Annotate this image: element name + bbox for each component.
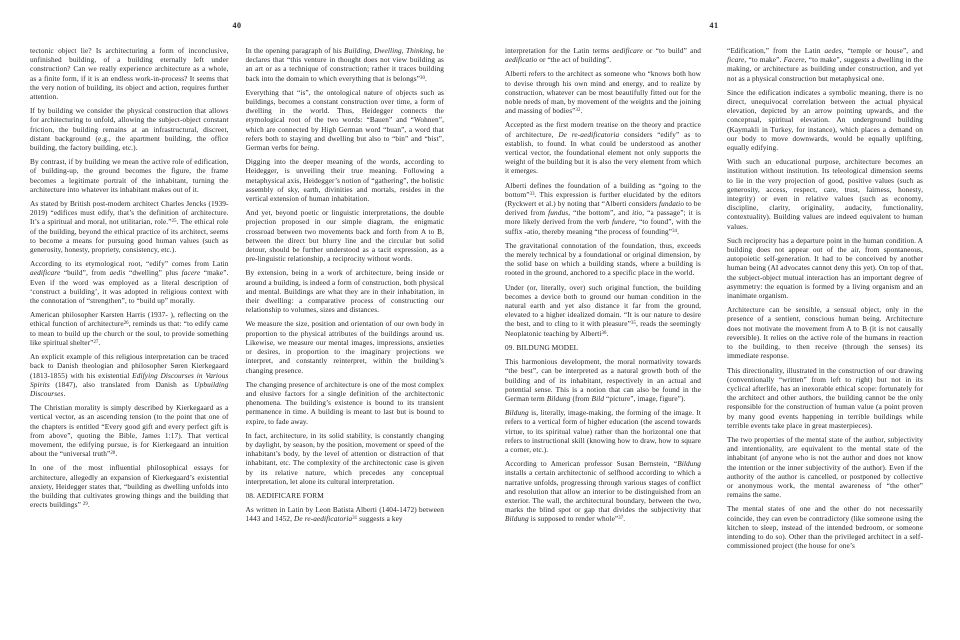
section-heading: 09. BILDUNG MODEL xyxy=(505,342,579,352)
paragraph: Everything that “is”, the ontological nature of objects such as buildings, becomes a constant construction over time, a form of dwelling in the world. Thus, Heidegger connects the etymological root of the two words: “Bauen” and “Wohnen”, which are connected by High German word “buan”, a word that refers both to staying and dwelling but also to “bin” and “bist”, German verbs for being. xyxy=(245,87,444,153)
footnote-reference: 33 xyxy=(529,191,535,197)
page-number: 41 xyxy=(709,21,719,30)
paragraph: Accepted as the first modern treatise on the theory and practice of architecture, De re-aedificatoria considers “edify” as to establish, to found. In what could be understood as another vertical vector, the foundational element not only supports the weight of the building but it is also the very element from which it emerges. xyxy=(505,120,701,176)
paragraph: Bildung is, literally, image-making, the forming of the image. It refers to a vertical form of higher education (the ascend towards virtue, to its spiritual value) rather than the horizontal one that refers to instructional skill (knowing how to draw, how to square a corner, etc.). xyxy=(505,408,701,454)
page-40-column-2 xyxy=(246,46,445,632)
paragraph: tectonic object lie? Is architecturing a form of inconclusive, unfinished building, of a building eternally left under construction? Can we really experience architecture as a whole, as a finite form, if it is an endless work-in-process? It seems that the very notion of building, its object and action, requires further attention. xyxy=(30,46,229,102)
paragraph: By extension, being in a work of architecture, being inside or around a building, is indeed a form of construction, both physical and mental. Buildings are what they are in their inhabitation, in their dwelling: a comparative process of constructing our relationship to volumes, sizes and distances. xyxy=(245,268,444,315)
paragraph: If by building we consider the physical construction that allows for architecturing to unfold, allowing the subject-object constant friction, the building remains at an infrastructural, discreet, distant background (e.g., the apartment building, the office building, the factory building, etc.). xyxy=(30,106,229,153)
paragraph: interpretation for the Latin terms aedificare or “to build” and aedificatio or “the act of building”. xyxy=(505,46,701,65)
paragraph: The gravitational connotation of the foundation, thus, exceeds the merely technical by a foundational or original dimension, by the solid base on which a building stands, where a building is rooted in the ground, anchored to a specific place in the world. xyxy=(505,240,701,278)
paragraph: In the opening paragraph of his Building, Dwelling, Thinking, he declares that “this venture in thought does not view building as an art or as a technique of construction; rather it traces building back into the domain to which everything that is belongs”$^{30}$. xyxy=(245,46,444,83)
footnote-reference: 29 xyxy=(82,502,88,508)
paragraph: Since the edification indicates a symbolic meaning, there is no direct, unequivocal correlation between the actual physical elevation, depicted by an arrow pointing upwards, and the conceptual, spiritual elevation. An underground building (Kaymakli in Turkey, for instance), which places a demand on our body to move downwards, would be equally uplifting, equally edifying. xyxy=(727,87,923,153)
paragraph: Alberti defines the foundation of a building as “going to the bottom”$^{33}$. This expression is further elucidated by the editors (Ryckwert et al.) by noting that “Alberti considers fundatio to be derived from fundus, “the bottom”, and itio, “a passage”; it is more likely derived from the verb fundere, “to found”, with the suffix -atio, thereby meaning “the process of founding”$^{34}$. xyxy=(505,180,701,236)
paragraph: Such reciprocity has a departure point in the human condition. A building does not appear out of the air, from spontaneous, autopoietic self-generation. It had to be conceived by another human being (AI advocates cannot deny this yet). On top of that, the subject-object mutual interaction has an important degree of asymmetry: the equation is formed by a living organism and an inanimate organism. xyxy=(727,235,923,301)
paragraph: The two properties of the mental state of the author, subjectivity and intentionality, are equivalent to the mental state of the inhabitant (of anyone who is not the author and does not know the intention or the inner subjectivity of the author). Even if the authority of the author is cancelled, or postponed by collective or anonymous work, the mental awareness of “the other” remains the same. xyxy=(727,434,923,500)
footnote-reference: 25 xyxy=(171,219,177,225)
paragraph: Under (or, literally, over) such original function, the building becomes a device both to ground our human condition in the natural earth and yet also distance it far from the ground, elevated to a higher idealized domain. “It is our nature to desire the best, and to cling to it with pleasure”$^{35}$, reads the seemingly Neoplatonic teaching by Alberti$^{36}$. xyxy=(505,282,701,338)
footnote-reference: 35 xyxy=(630,321,636,327)
footnote-reference: 31 xyxy=(352,516,358,522)
paragraph: In one of the most influential philosophical essays for architecture, allegedly an expansion of Kierkegaard’s existential anxiety, Heidegger states that, “building as dwelling unfolds into the building that cultivates growing things and the building that erects buildings” $^{29}$. xyxy=(30,463,229,510)
section-heading: 08. AEDIFICARE FORM xyxy=(245,490,324,500)
paragraph: By contrast, if by building we mean the active role of edification, of building-up, the ground becomes the figure, the frame becomes a legitimate portrait of the inhabitant, turning the architecture into whatever its inhabitant makes out of it. xyxy=(30,157,229,194)
paragraph: “Edification,” from the Latin aedes, “temple or house”, and ficare, “to make”. Facere, “to make”, suggests a dwelling in the making, or architecture as building under construction, and yet not as a physical construction but metaphysical one. xyxy=(727,46,923,83)
page-number: 40 xyxy=(232,21,242,30)
paragraph: This harmonious development, the moral normativity towards “the best”, can be interpreted as a natural growth both of the building and of its inhabitant, respectively in an actual and potential sense. This is a notion that can also be found in the German term Bildung (from Bild “picture”, image, figure”). xyxy=(505,357,701,403)
footnote-reference: 37 xyxy=(618,516,624,522)
paragraph: According to American professor Susan Bernstein, “Bildung installs a certain architectonic of selfhood according to which a narrative unfolds, progressing through various stages of conflict and resolution that allow an interior to be distinguished from an exterior. The wall, the architectural boundary, between the two, marks the blind spot or gap that divides the subjectivity that Bildung is supposed to render whole”$^{37}$. xyxy=(505,459,701,524)
paragraph: Digging into the deeper meaning of the words, according to Heidegger, is unveiling their true meaning. Following a metaphysical axis, Heidegger’s notion of “gathering”, the holistic assembly of sky, earth, divinities and mortals, resides in the vertical extension of human inhabitation. xyxy=(245,157,444,204)
page-40-column-1 xyxy=(30,46,229,632)
footnote-reference: 32 xyxy=(575,108,581,114)
paragraph: This directionality, illustrated in the construction of our drawing (conventionally “written” from left to right) but not in its cyclical afterlife, has an inexorable ethical scope: fortunately for the architect and other authors, the building cannot be the only responsible for the construction of human value (a point proven by many good events happening in terrible buildings while terrible events take place in great masterpieces). xyxy=(727,365,923,430)
paragraph: Architecture can be sensible, a sensual object, only in the presence of a sentient, conscious human being. Architecture does not motivate the movement from A to B (it is not causally reversible). It relies on the active role of the humans in reaction to the building, to then receive (through the senses) its immediate response. xyxy=(727,305,923,361)
page-41 xyxy=(505,0,923,640)
paragraph: In fact, architecture, in its solid stability, is constantly changing by daylight, by season, by the position, movement or speed of the inhabitant’s body, by the level of attention or distraction of that inhabitant, etc. The complexity of the architectonic case is given by its relative nature, which precedes any conceptual interpretation, let alone its cultural interpretation. xyxy=(245,430,444,486)
footnote-reference: 36 xyxy=(601,330,607,336)
footnote-reference: 30 xyxy=(420,75,426,81)
page-41-column-1 xyxy=(505,46,701,632)
paragraph: The changing presence of architecture is one of the most complex and elusive factors for a single definition of the architectonic phenomena. The building’s existence is bound to its transient permanence in time. A building is meant to last but is bound to expire, to fade away. xyxy=(245,379,444,426)
footnote-reference: 28 xyxy=(110,451,116,457)
paragraph: An explicit example of this religious interpretation can be traced back to Danish theologian and philosopher Søren Kierkegaard (1813-1855) with his existential Edifying Discourses in Various Spirits (1847), also translated from Danish as Upbuilding Discourses. xyxy=(30,352,229,398)
paragraph: The Christian morality is simply described by Kierkegaard as a vertical vector, as an ascending tension (to the point that one of the chapters is entitled “Every good gift and every perfect gift is from above”, quoting the Bible, James 1:17). That vertical movement, the edifying pursue, is for Kierkegaard an intuition about the “universal truth”$^{28}$. xyxy=(30,403,229,459)
paragraph: According to its etymological root, “edify” comes from Latin aedificare “build”, from aedis “dwelling” plus facere “make”. Even if the word was employed as a literal description of ‘construct a building’, it was adopted in religious context with the connotation of “strengthen”, to “build up” morally. xyxy=(30,259,229,306)
footnote-reference: 34 xyxy=(672,228,678,234)
page-40-columns xyxy=(30,46,444,632)
paragraph: And yet, beyond poetic or linguistic interpretations, the double projection proposed in our simple diagram, the enigmatic crossroad between two movements back and forth from A to B, between the direct but blurry line and the circular but solid detour, should be further understood as a tacit expression, as a pre-linguistic relationship, a reciprocity without words. xyxy=(245,208,444,264)
paragraph: With such an educational purpose, architecture becomes an institution without institution. Its teleological dimension seems to lie in the very projection of good, positive values (such as generosity, access, respect, care, trust, fairness, honesty, integrity) or even in relative values (such as economy, discipline, clarity, originality, audacity, functionality, contextuality). Building values are indeed equivalent to human values. xyxy=(727,157,923,231)
footnote-reference: 27 xyxy=(93,339,99,345)
paragraph: As written in Latin by Leon Batista Alberti (1404-1472) between 1443 and 1452, De re-aedificatoria$^{31}$ suggests a key xyxy=(245,505,444,524)
paragraph: American philosopher Karsten Harris (1937- ), reflecting on the ethical function of architecture$^{26}$, reminds us that: “to edify came to mean to build up the church or the soul, to provide something like spiritual shelter”$^{27}$. xyxy=(30,310,229,347)
paragraph: Alberti refers to the architect as someone who “knows both how to devise through his own mind and energy, and to realize by construction, whatever can be most beautifully fitted out for the noble needs of man, by movement of the weights and the joining and massing of bodies”$^{32}$. xyxy=(505,69,701,116)
page-41-column-2 xyxy=(727,46,923,632)
paragraph: As stated by British post-modern architect Charles Jencks (1939-2019) “edifices must edify, that’s the definition of architecture. It’s a spiritual and moral, not utilitarian, role.”$^{25}$. The ethical role of the building, beyond the ethical practice of its architect, seems to become a means for pursuing good human values (such as generosity, honesty, propriety, consistency, etc.). xyxy=(30,199,229,255)
page-41-columns xyxy=(505,46,923,632)
footnote-reference: 26 xyxy=(123,321,129,327)
paragraph: The mental states of one and the other do not necessarily coincide, they can even be contradictory (like someone using the kitchen to sleep, instead of the intended bedroom, or someone intending to do so). Other than the privileged architect in a self-commissioned project (the house for one’s xyxy=(727,504,923,551)
paragraph: We measure the size, position and orientation of our own body in proportion to the physical attributes of the buildings around us. Likewise, we measure our mental images, impressions, anxieties or desires, in proportion to the imaginary projections we interpret, and constantly reinterpret, within the building’s changing presence. xyxy=(245,319,444,375)
page-40 xyxy=(30,0,444,640)
